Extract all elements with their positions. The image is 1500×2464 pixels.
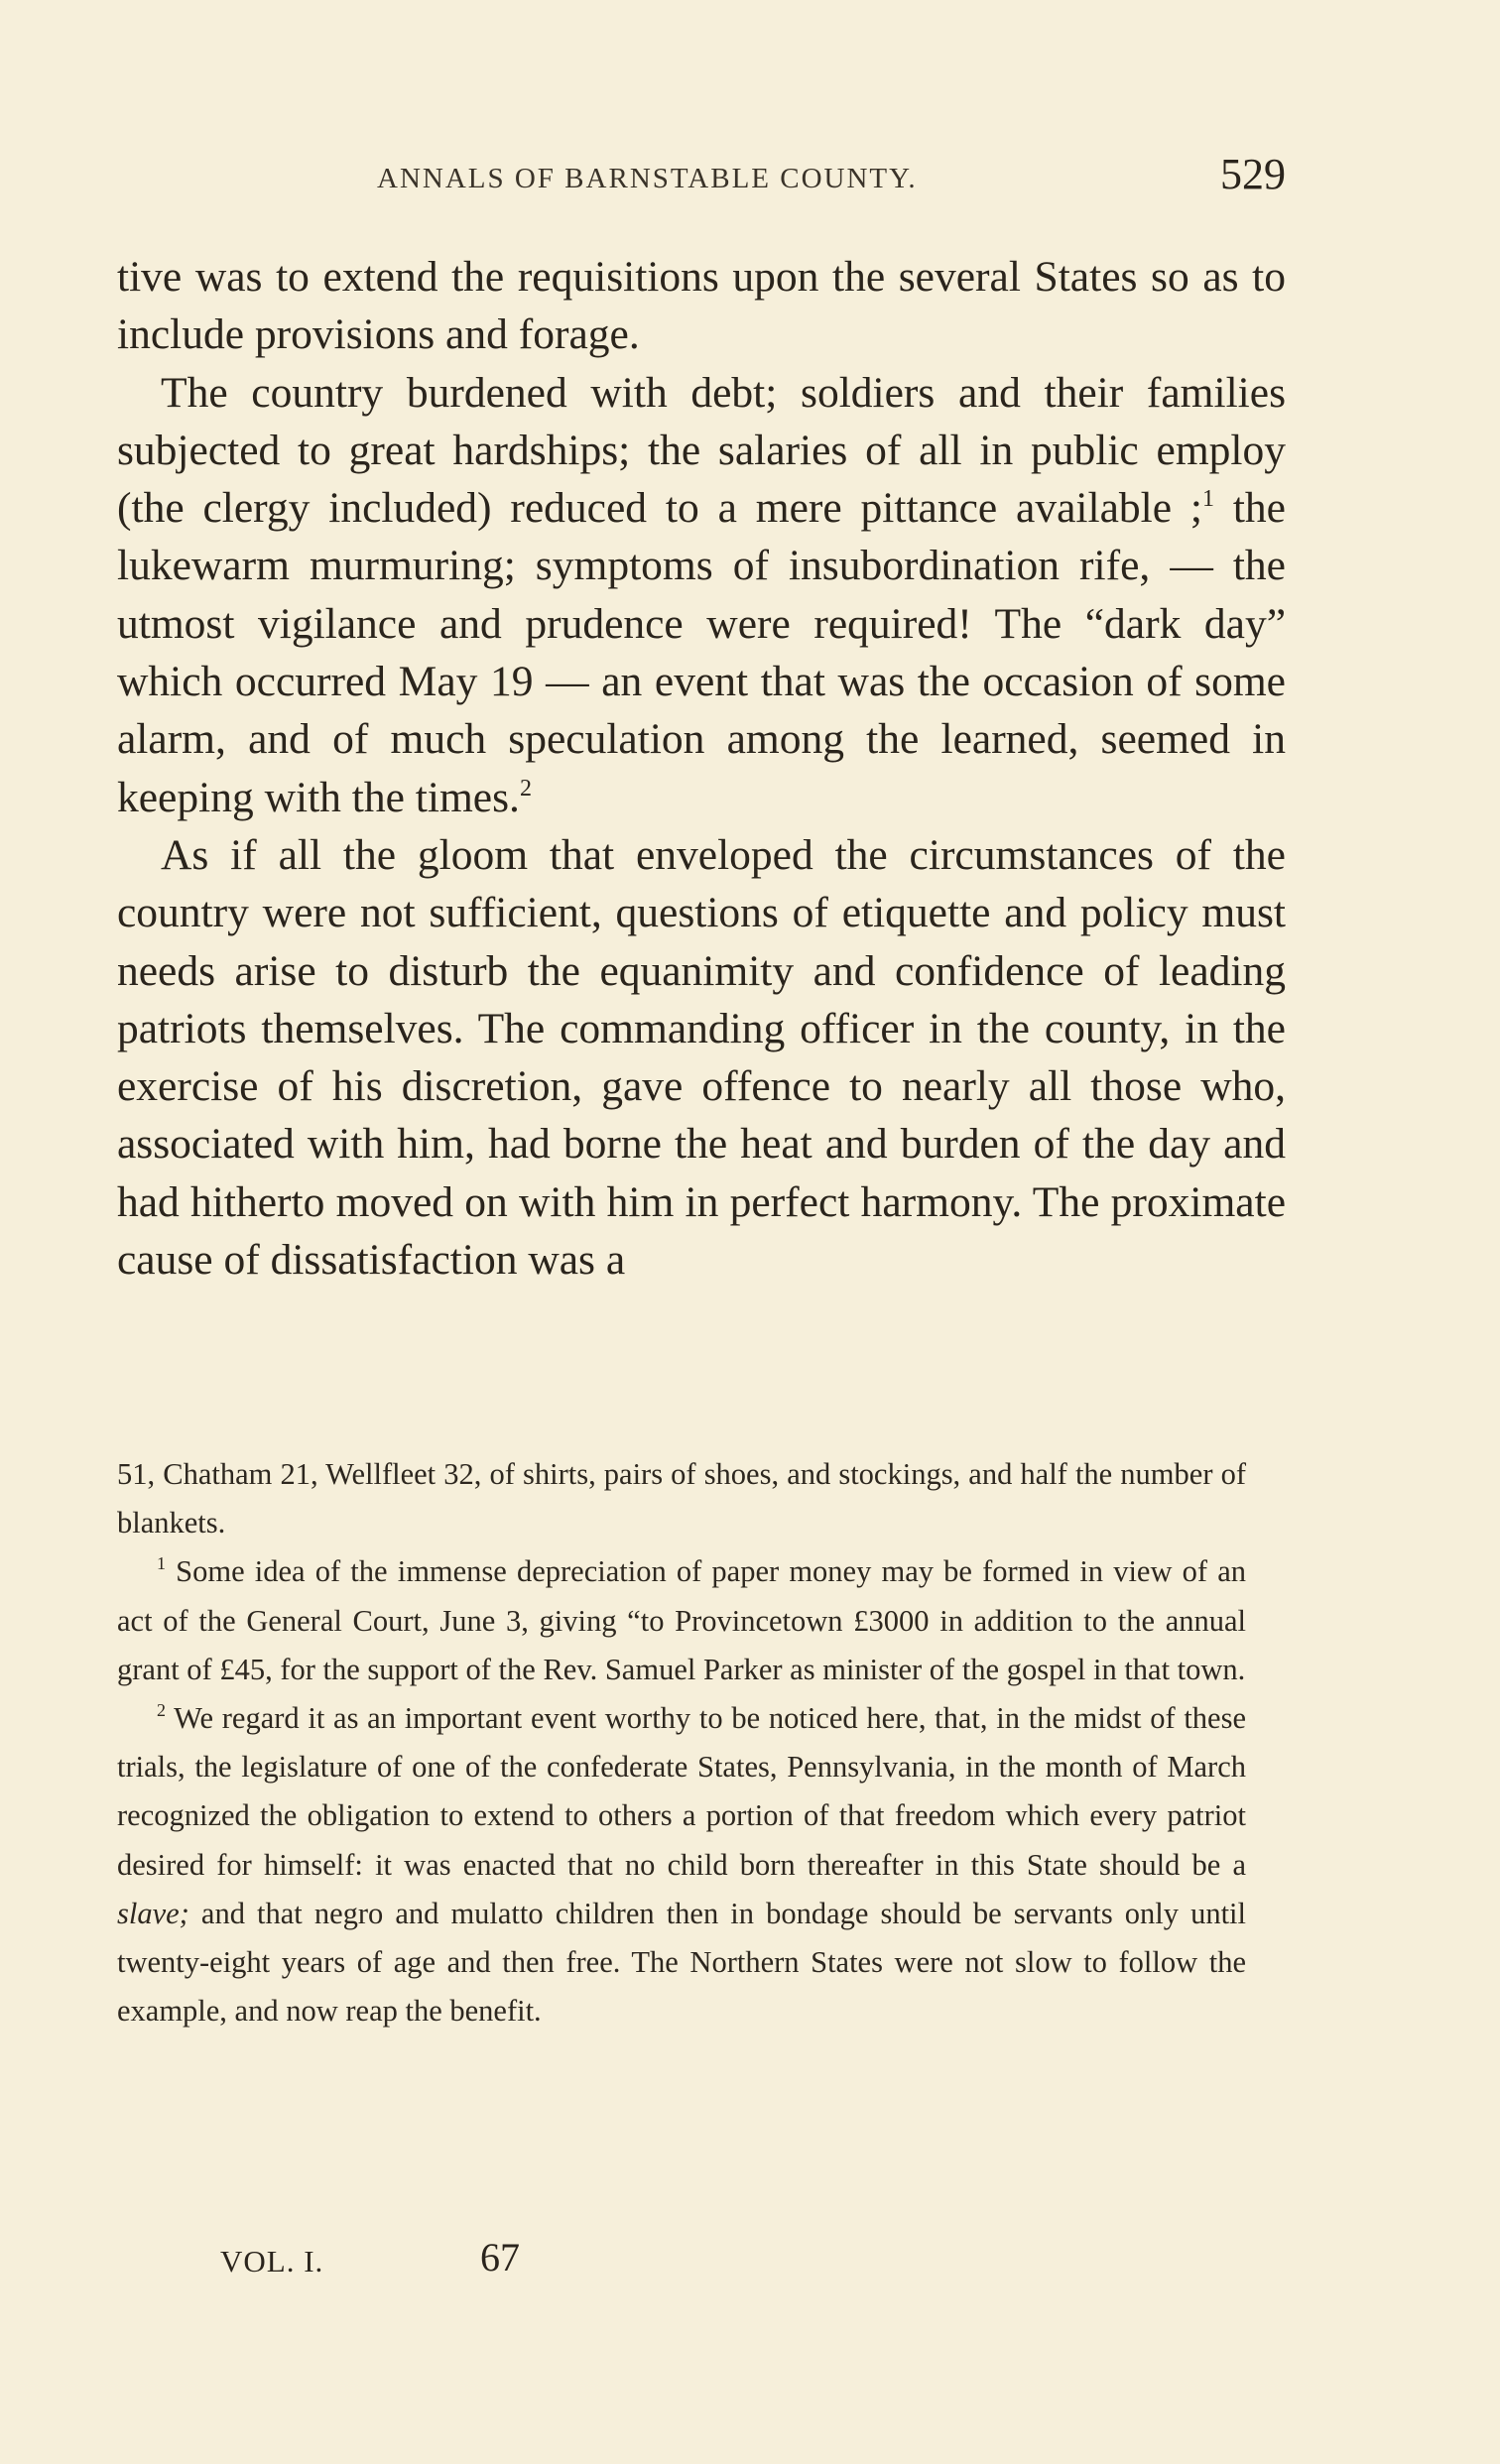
volume-label: VOL. I. [220, 2244, 324, 2279]
footnote-continued: 51, Chatham 21, Wellfleet 32, of shirts, pairs of shoes, and stockings, and half the number of blankets. [117, 1457, 1246, 1540]
footnote-2-text-b: and that negro and mulatto children then in bondage should be servants only until twenty-eight years of age and then free. The Northern States were not slow to follow the example, and now reap the benefit. [117, 1896, 1246, 2029]
footnote-ref-1: 1 [1201, 486, 1214, 513]
paragraph-2-part-b: the lukewarm murmuring; symptoms of insubordination rife, — the utmost vigilance and prudence were required! The “dark day” which occurred May 19 — an event that was the occasion of some alarm, and of much speculation among the learned, seemed in keeping with the times. [117, 484, 1286, 821]
footnotes [117, 1450, 1246, 2035]
page-number: 529 [1220, 150, 1286, 198]
footnote-1-text: Some idea of the immense depreciation of paper money may be formed in view of an act of the General Court, June 3, giving “to Provincetown £3000 in addition to the annual grant of £45, for the support of the Rev. Samuel Parker as minister of the gospel in that town. [117, 1554, 1246, 1686]
body-text [117, 248, 1286, 1289]
paragraph-3: As if all the gloom that enveloped the circumstances of the country were not sufficient, questions of etiquette and policy must needs arise to disturb the equanimity and confidence of leading patriots themselves. The commanding officer in the county, in the exercise of his discretion, gave offence to nearly all those who, associated with him, had borne the heat and burden of the day and had hitherto moved on with him in perfect harmony. The proximate cause of dissatisfaction was a [117, 830, 1286, 1285]
footnote-2-marker: 2 [157, 1700, 166, 1721]
signature-mark: 67 [480, 2235, 520, 2279]
paragraph-1: tive was to extend the requisitions upon the several States so as to include provisions and forage. [117, 253, 1286, 359]
running-title: ANNALS OF BARNSTABLE COUNTY. [377, 163, 918, 194]
paragraph-2-part-a: The country burdened with debt; soldiers and their families subjected to great hardships; the salaries of all in public employ (the clergy included) reduced to a mere pittance available ; [117, 368, 1286, 533]
footnote-1 [117, 1547, 1246, 1694]
signature-line [220, 2234, 617, 2283]
footnote-2-italic: slave; [117, 1896, 189, 1930]
footnote-1-marker: 1 [157, 1553, 166, 1574]
footnote-ref-2: 2 [519, 775, 532, 801]
footnote-2-text-a: We regard it as an important event worthy to be noticed here, that, in the midst of these trials, the legislature of one of the confederate States, Pennsylvania, in the month of March recognized the obligation to extend to others a portion of that freedom which every patriot desired for himself: it was enacted that no child born thereafter in this State should be a [117, 1701, 1246, 1882]
footnote-2 [117, 1694, 1246, 2035]
running-head [117, 149, 1286, 208]
paragraph-2 [117, 364, 1286, 826]
